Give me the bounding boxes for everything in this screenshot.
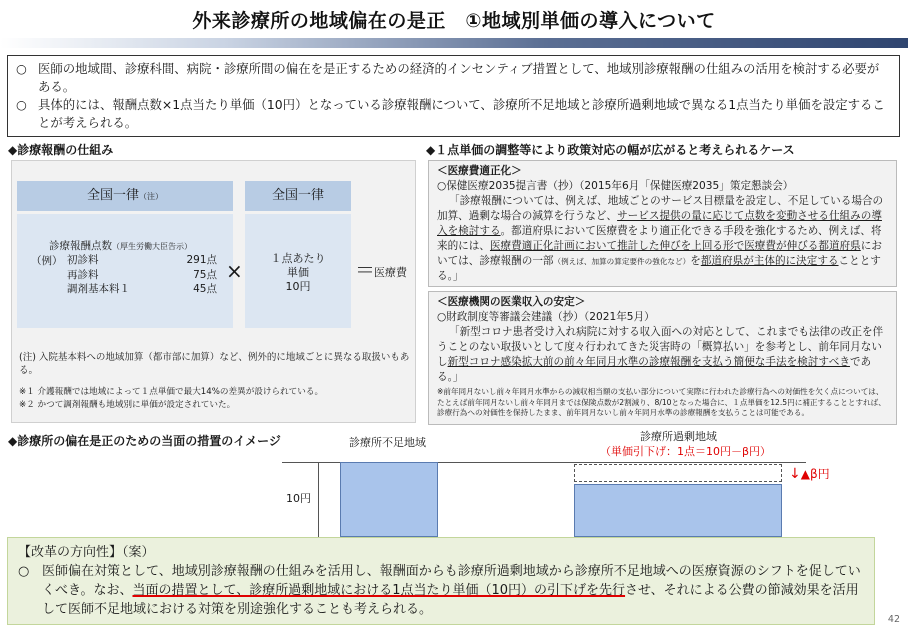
page-number: 42 — [887, 614, 900, 625]
list-item: 初診料 291点 — [67, 254, 217, 266]
points-label: 診療報酬点数（厚生労働大臣告示） — [49, 240, 192, 252]
page-title: 外来診療所の地域偏在の是正 ①地域別単価の導入について — [192, 10, 716, 32]
quote-text: 「新型コロナ患者受け入れ病院に対する収入面への対応として、これまでも法律の改正を伴うことのない取扱いとして度々行われてきた災害時の「概算払い」を参考とし、前年同月ないし新型コロナ感染拡大前の前々年同月水準の診療報酬を支払う簡便な手法を検討すべきである。」 — [437, 326, 884, 383]
beta-arrow: ↓▲β円 — [789, 466, 830, 482]
unit-line: １点あたり — [270, 252, 326, 265]
national-uniform-points-header — [17, 181, 233, 211]
intro-point-1 — [16, 60, 891, 96]
box-source: ○財政制度等審議会建議（抄）（2021年5月） — [437, 311, 655, 323]
title-divider — [0, 38, 908, 48]
diagram-heading: ◆診療所の偏在是正のための当面の措置のイメージ — [8, 434, 281, 448]
national-uniform-price-header: 全国一律 — [245, 181, 351, 211]
list-item: 調剤基本料１ 45点 — [67, 283, 217, 295]
income-stability-box — [428, 291, 897, 425]
reform-point — [18, 562, 864, 619]
unit-price-box — [245, 214, 351, 328]
price-cut-note: （単価引下げ：1点＝10円－β円） — [600, 445, 772, 458]
reduced-portion-outline — [574, 464, 782, 482]
fee-mechanism-panel — [11, 160, 416, 423]
quote-text: 「診療報酬については、例えば、地域ごとのサービス目標量を設定し、不足している場合の加算、過剰な場合の減算を行うなど、サービス提供の量に応じて点数を変動させる仕組みの導入を検討する。都道府県において医療費をより適正化できる手段を強化するため、例えば、将来的には、医療費適正化計画において推計した伸びを上回る形で医療費が伸びる都道府県においては、診療報酬の一部（例えば、加算の算定要件の強化など）を都道府県が主体的に決定することとする。」 — [437, 195, 884, 282]
intro-point-2 — [16, 96, 891, 132]
medical-cost-label: 医療費 — [374, 266, 407, 279]
bullet: ○ — [18, 564, 30, 579]
bullet: ○ — [16, 61, 27, 76]
multiply-sign: × — [226, 259, 243, 283]
box-source: ○保健医療2035提言書（抄）（2015年6月「保健医療2035」策定懇談会） — [437, 180, 794, 192]
right-section-heading: ◆１点単価の調整等により政策対応の幅が広がると考えられるケース — [426, 143, 795, 157]
box-title: ＜医療機関の医業収入の安定＞ — [437, 296, 586, 308]
shortage-area-bar — [340, 462, 438, 537]
note-care-fee: ※１ 介護報酬では地域によって１点単価で最大14%の差異が設けられている。 — [19, 387, 324, 397]
intro-box — [7, 55, 900, 137]
intro-text-1: 医師の地域間、診療科間、病院・診療所間の偏在を是正するための経済的インセンティブ措置として、地域別診療報酬の仕組みの活用を検討する必要がある。 — [38, 61, 880, 94]
header-label: 全国一律 — [86, 188, 139, 203]
unit-line: 単価 — [287, 266, 309, 279]
shortage-area-label: 診療所不足地域 — [349, 436, 426, 449]
down-arrow-icon: ↓ — [789, 466, 801, 482]
intro-text-2: 具体的には、報酬点数×1点当たり単価（10円）となっている診療報酬について、診療所不足地域と診療所過剰地域で異なる1点当たり単価を設定することが考えられる。 — [38, 97, 885, 130]
surplus-area-bar — [574, 484, 782, 537]
cost-optimization-box — [428, 160, 897, 287]
unit-line: 10円 — [285, 280, 311, 293]
axis-line — [318, 462, 319, 537]
header-note: （注） — [139, 192, 163, 201]
reform-text: 医師偏在対策として、地域別診療報酬の仕組みを活用し、報酬面からも診療所過剰地域から診療所不足地域への医療資源のシフトを促していくべき。なお、当面の措置として、診療所過剰地域における1点当たり単価（10円）の引下げを先行させ、それによる公費の節減効果を活用して医師不足地域における対策を別途強化することも考えられる。 — [42, 564, 861, 617]
surplus-area-label: 診療所過剰地域 — [640, 430, 717, 443]
equals-sign: ＝ — [355, 258, 375, 282]
left-section-heading: ◆診療報酬の仕組み — [8, 143, 114, 157]
ten-yen-label: 10円 — [286, 492, 311, 505]
box-title: ＜医療費適正化＞ — [437, 165, 522, 177]
reform-title: 【改革の方向性】（案） — [18, 545, 155, 560]
note-exception: (注) 入院基本料への地域加算（都市部に加算）など、例外的に地域ごとに異なる取扱いもある。 — [19, 352, 410, 376]
bullet: ○ — [16, 97, 27, 112]
list-item: 再診料 75点 — [67, 268, 217, 281]
reform-direction-box — [7, 537, 875, 625]
points-box — [17, 214, 233, 328]
example-label: （例） — [31, 255, 63, 267]
points-list — [67, 253, 217, 297]
note-dispensing-fee: ※２ かつて調剤報酬も地域別に単価が設定されていた。 — [19, 400, 236, 410]
footnote: ※前年同月ないし前々年同月水準からの減収相当額の支払い部分について実際に行われた診療行為への対価性を欠く点については、たとえば前年同月ないし前々年同月までは保険点数が2割減り、8/10となった場合に、１点単価を12.5円に補正することとすれば、診療行為への対価性を保持したまま、前年同月ないし前々年同月水準の診療報酬を支払うことは可能である。 — [437, 387, 886, 417]
